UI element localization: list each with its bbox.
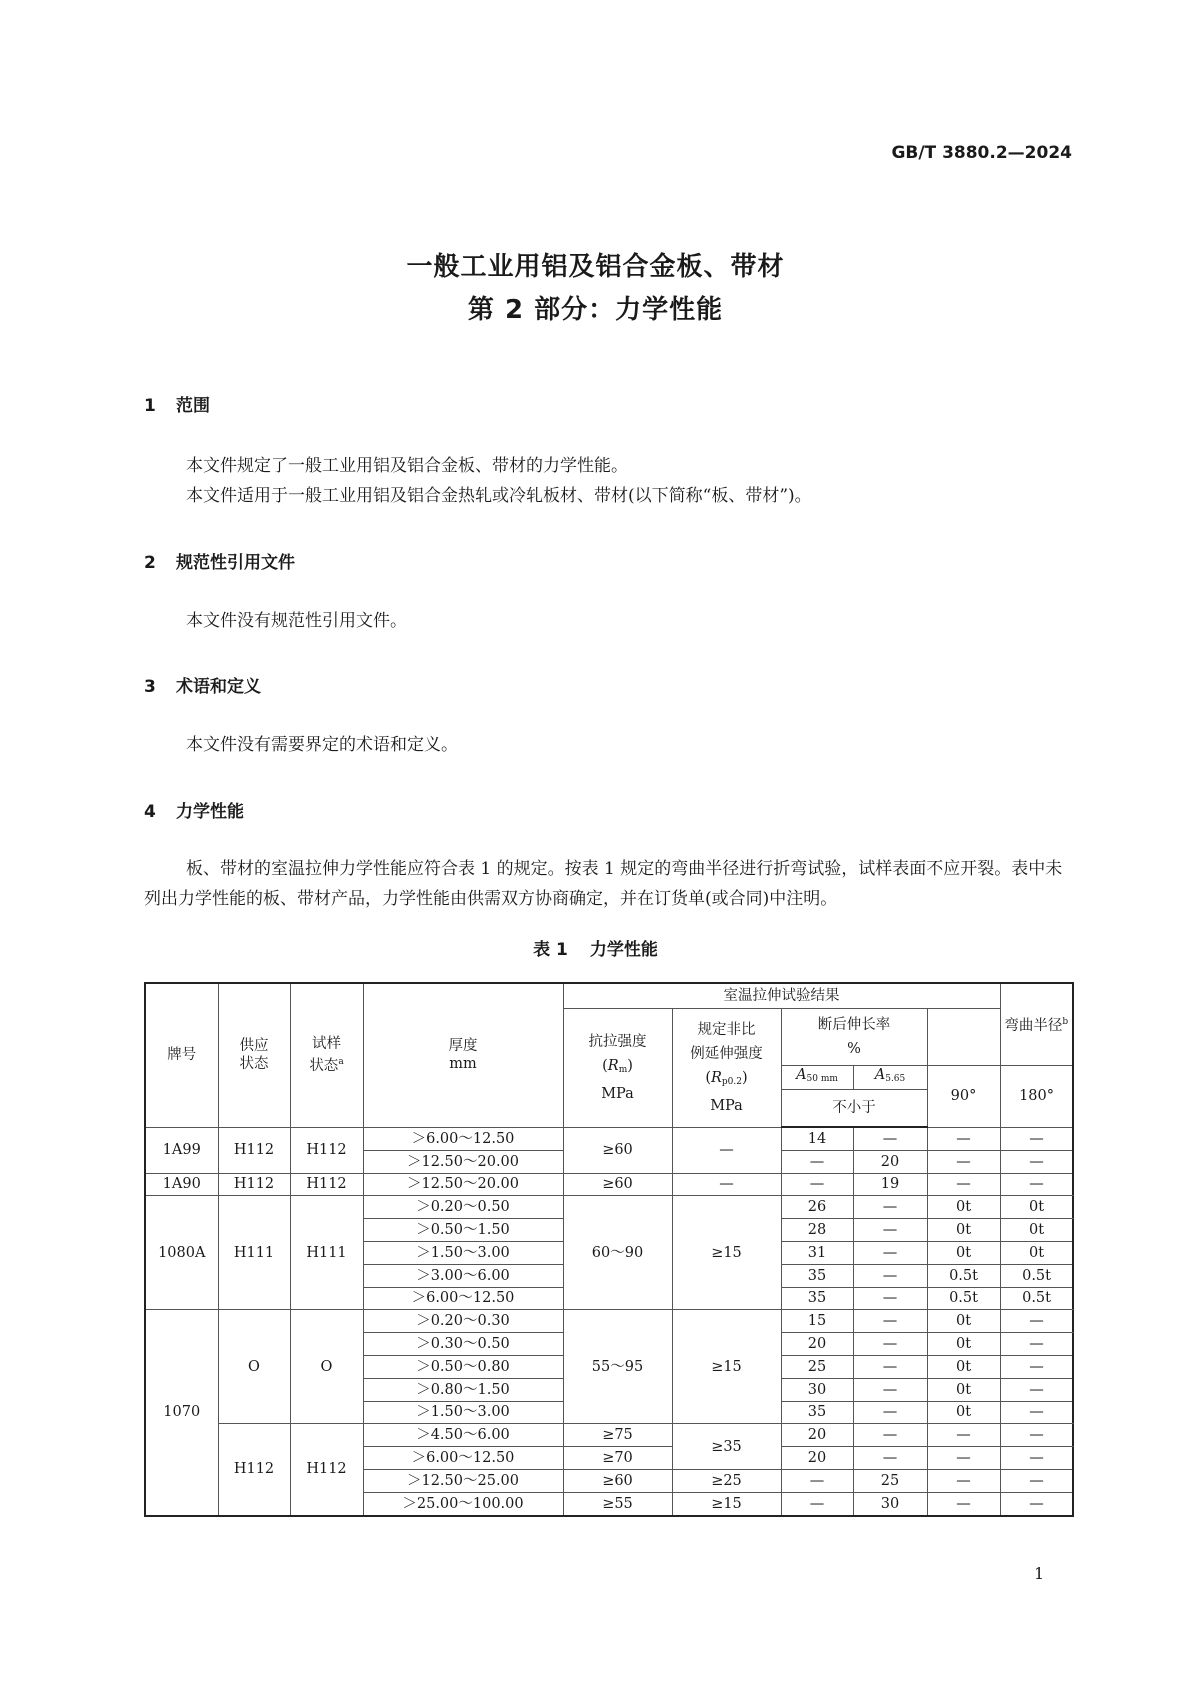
header-not-less-than: 不小于	[781, 1089, 927, 1127]
table-caption	[0, 935, 1191, 960]
table-cell: —	[853, 1424, 927, 1447]
table-cell: 20	[781, 1447, 853, 1470]
table-cell: —	[1000, 1401, 1073, 1424]
table-cell: O	[218, 1310, 290, 1424]
table-cell: —	[853, 1127, 927, 1150]
table-cell: ≥25	[672, 1469, 781, 1492]
table-cell: —	[1000, 1173, 1073, 1196]
table-cell: 30	[781, 1378, 853, 1401]
header-bend-radius	[1000, 983, 1073, 1065]
table-cell: 30	[853, 1492, 927, 1515]
table-cell: —	[853, 1401, 927, 1424]
symbol: A	[796, 1067, 807, 1083]
table-cell: —	[1000, 1469, 1073, 1492]
header-a50	[781, 1065, 853, 1089]
table-cell: 1080A	[145, 1196, 218, 1310]
header-text: 断后伸长率	[817, 1016, 891, 1033]
header-text: 状态	[309, 1058, 339, 1075]
table-cell: —	[1000, 1355, 1073, 1378]
table-cell: 0t	[927, 1310, 1000, 1333]
table-cell: 0t	[927, 1401, 1000, 1424]
header-tensile-group: 室温拉伸试验结果	[563, 983, 1000, 1008]
header-unit: %	[847, 1040, 861, 1057]
table-cell: 1A99	[145, 1127, 218, 1173]
section-4-body	[144, 854, 1074, 914]
header-supply-state	[218, 983, 290, 1127]
table-cell: H111	[218, 1196, 290, 1310]
table-cell: 0t	[927, 1378, 1000, 1401]
table-cell: 20	[781, 1424, 853, 1447]
header-bend-180: 180°	[1000, 1065, 1073, 1127]
section-1-body	[144, 451, 1074, 511]
table-cell: H112	[218, 1173, 290, 1196]
header-text: 弯曲半径	[1004, 1018, 1063, 1035]
table-cell: ＞0.20～0.30	[363, 1310, 563, 1333]
table-cell: ＞12.50～20.00	[363, 1173, 563, 1196]
table-cell: 35	[781, 1287, 853, 1310]
table-cell: —	[1000, 1424, 1073, 1447]
table-title: 力学性能	[589, 940, 658, 960]
subscript: 50 mm	[806, 1074, 838, 1084]
section-title: 术语和定义	[176, 677, 261, 697]
table-cell: —	[853, 1196, 927, 1219]
table-cell: 0t	[927, 1355, 1000, 1378]
table-cell: 15	[781, 1310, 853, 1333]
table-cell: ＞0.50～1.50	[363, 1219, 563, 1242]
table-cell: 35	[781, 1264, 853, 1287]
table-cell: ＞0.30～0.50	[363, 1333, 563, 1356]
table-cell: —	[853, 1378, 927, 1401]
table-cell: ≥15	[672, 1310, 781, 1424]
table-cell: H111	[290, 1196, 363, 1310]
table-cell: —	[781, 1469, 853, 1492]
table-cell: 19	[853, 1173, 927, 1196]
symbol: R	[711, 1069, 722, 1086]
table-cell: ＞1.50～3.00	[363, 1241, 563, 1264]
table-cell: —	[853, 1219, 927, 1242]
section-2-heading	[144, 548, 295, 573]
section-title: 规范性引用文件	[176, 553, 295, 573]
table-cell: 0t	[927, 1241, 1000, 1264]
table-row	[145, 1196, 1073, 1219]
footnote-marker: a	[338, 1057, 344, 1068]
table-cell: 0t	[927, 1219, 1000, 1242]
table-cell: 26	[781, 1196, 853, 1219]
table-cell: ＞3.00～6.00	[363, 1264, 563, 1287]
table-cell: 0t	[927, 1196, 1000, 1219]
table-cell: 0.5t	[927, 1264, 1000, 1287]
table-cell: 25	[781, 1355, 853, 1378]
table-cell: —	[927, 1469, 1000, 1492]
standard-number: GB/T 3880.2—2024	[891, 143, 1072, 163]
subscript: m	[618, 1064, 628, 1075]
table-cell: —	[927, 1424, 1000, 1447]
header-unit: mm	[449, 1056, 477, 1073]
table-cell: ≥15	[672, 1196, 781, 1310]
table-cell: 31	[781, 1241, 853, 1264]
table-cell: —	[781, 1150, 853, 1173]
table-cell: —	[1000, 1492, 1073, 1515]
table-cell: H112	[290, 1127, 363, 1173]
table-cell: —	[672, 1127, 781, 1173]
table-cell: 0t	[1000, 1219, 1073, 1242]
table-cell: —	[781, 1492, 853, 1515]
table-cell: —	[1000, 1150, 1073, 1173]
table-cell: —	[927, 1173, 1000, 1196]
table-cell: ＞6.00～12.50	[363, 1287, 563, 1310]
section-3-body	[144, 730, 1074, 760]
table-cell: ＞0.50～0.80	[363, 1355, 563, 1378]
table-cell: —	[927, 1447, 1000, 1470]
footnote-marker: b	[1062, 1017, 1069, 1028]
table-row	[145, 1424, 1073, 1447]
table-row	[145, 1310, 1073, 1333]
document-subtitle: 第 2 部分：力学性能	[467, 295, 724, 325]
table-number: 表 1	[533, 940, 568, 960]
header-text: 厚度	[448, 1038, 478, 1055]
paragraph: 板、带材的室温拉伸力学性能应符合表 1 的规定。按表 1 规定的弯曲半径进行折弯试验，试样表面不应开裂。表中未列出力学性能的板、带材产品，力学性能由供需双方协商确定，并在订货单(或合同)中注明。	[144, 859, 1063, 909]
table-cell: ＞4.50～6.00	[363, 1424, 563, 1447]
table-cell: —	[1000, 1447, 1073, 1470]
section-number: 3	[144, 677, 156, 697]
table-cell: H112	[290, 1424, 363, 1516]
table-cell: 20	[853, 1150, 927, 1173]
table-cell: ≥35	[672, 1424, 781, 1470]
subscript: p0.2	[721, 1076, 742, 1087]
paragraph: 本文件规定了一般工业用铝及铝合金板、带材的力学性能。	[186, 456, 628, 476]
table-cell: —	[927, 1492, 1000, 1515]
table-cell: 60～90	[563, 1196, 672, 1310]
paragraph: 本文件没有规范性引用文件。	[186, 611, 407, 631]
table-cell: ≥55	[563, 1492, 672, 1515]
section-1-heading	[144, 391, 210, 416]
table-cell: 1070	[145, 1310, 218, 1516]
mechanical-properties-table	[144, 982, 1074, 1517]
table-cell: —	[853, 1241, 927, 1264]
table-cell: 28	[781, 1219, 853, 1242]
table-row	[145, 1173, 1073, 1196]
section-2-body	[144, 606, 1074, 636]
table-cell: ＞1.50～3.00	[363, 1401, 563, 1424]
table-cell: 20	[781, 1333, 853, 1356]
section-number: 2	[144, 553, 156, 573]
document-title: 一般工业用铝及铝合金板、带材	[406, 252, 785, 282]
header-unit: MPa	[601, 1085, 634, 1102]
header-text: 供应	[239, 1038, 269, 1055]
table-cell: O	[290, 1310, 363, 1424]
table-cell: ＞0.20～0.50	[363, 1196, 563, 1219]
header-text: 试样	[312, 1036, 341, 1053]
header-text: 规定非比	[697, 1021, 756, 1038]
header-elongation	[781, 1008, 927, 1065]
table-cell: 1A90	[145, 1173, 218, 1196]
table-cell: —	[853, 1355, 927, 1378]
table-cell: —	[853, 1287, 927, 1310]
header-text: 状态	[239, 1056, 269, 1073]
paragraph: 本文件没有需要界定的术语和定义。	[186, 735, 458, 755]
section-title: 力学性能	[176, 802, 244, 822]
header-proof-strength: 规定非比 例延伸强度 $(R_{p0.2})$ MPa	[672, 1008, 781, 1127]
symbol: R	[607, 1057, 619, 1074]
table-cell: ≥70	[563, 1447, 672, 1470]
table-cell: 0t	[1000, 1241, 1073, 1264]
paragraph: 本文件适用于一般工业用铝及铝合金热轧或冷轧板材、带材(以下简称“板、带材”)。	[186, 486, 812, 506]
table-cell: ≥60	[563, 1173, 672, 1196]
table-cell: —	[1000, 1127, 1073, 1150]
section-number: 1	[144, 396, 156, 416]
table-cell: ＞25.00～100.00	[363, 1492, 563, 1515]
header-grade: 牌号	[145, 983, 218, 1127]
table-cell: —	[1000, 1378, 1073, 1401]
table-cell: ≥75	[563, 1424, 672, 1447]
table-cell: ≥15	[672, 1492, 781, 1515]
table-cell: —	[781, 1173, 853, 1196]
header-sample-state	[290, 983, 363, 1127]
table-cell: 0.5t	[1000, 1287, 1073, 1310]
table-cell: 0t	[927, 1333, 1000, 1356]
table-cell: —	[1000, 1310, 1073, 1333]
table-cell: —	[672, 1173, 781, 1196]
table-cell: —	[853, 1264, 927, 1287]
table-cell: ＞12.50～20.00	[363, 1150, 563, 1173]
table-cell: 25	[853, 1469, 927, 1492]
table-cell: 0.5t	[927, 1287, 1000, 1310]
section-4-heading	[144, 797, 244, 822]
subscript: 5.65	[885, 1074, 906, 1084]
table-cell: ＞0.80～1.50	[363, 1378, 563, 1401]
table-cell: —	[853, 1310, 927, 1333]
table-row	[145, 1127, 1073, 1150]
table-cell: —	[927, 1150, 1000, 1173]
table-cell: ＞12.50～25.00	[363, 1469, 563, 1492]
header-text: 例延伸强度	[690, 1045, 763, 1062]
table-cell: ＞6.00～12.50	[363, 1447, 563, 1470]
section-3-heading	[144, 672, 261, 697]
table-cell: —	[927, 1127, 1000, 1150]
section-number: 4	[144, 802, 156, 822]
table-cell: —	[853, 1333, 927, 1356]
table-cell: 35	[781, 1401, 853, 1424]
table-cell: 0t	[1000, 1196, 1073, 1219]
table-cell: ＞6.00～12.50	[363, 1127, 563, 1150]
header-bend-90: 90°	[927, 1065, 1000, 1127]
table-cell: H112	[290, 1173, 363, 1196]
header-thickness	[363, 983, 563, 1127]
section-title: 范围	[176, 396, 210, 416]
table-cell: 14	[781, 1127, 853, 1150]
table-cell: 55～95	[563, 1310, 672, 1424]
symbol: A	[874, 1067, 886, 1083]
table-cell: H112	[218, 1127, 290, 1173]
table-cell: ≥60	[563, 1127, 672, 1173]
table-cell: —	[1000, 1333, 1073, 1356]
header-a565	[853, 1065, 927, 1089]
header-tensile-strength: 抗拉强度 $(R_m)$ MPa	[563, 1008, 672, 1127]
table-body	[145, 1127, 1073, 1516]
table-cell: H112	[218, 1424, 290, 1516]
header-text: 抗拉强度	[588, 1033, 647, 1050]
table-cell: ≥60	[563, 1469, 672, 1492]
table-cell: 0.5t	[1000, 1264, 1073, 1287]
table-cell: —	[853, 1447, 927, 1470]
header-unit: MPa	[710, 1097, 743, 1114]
page-number: 1	[1034, 1564, 1045, 1583]
